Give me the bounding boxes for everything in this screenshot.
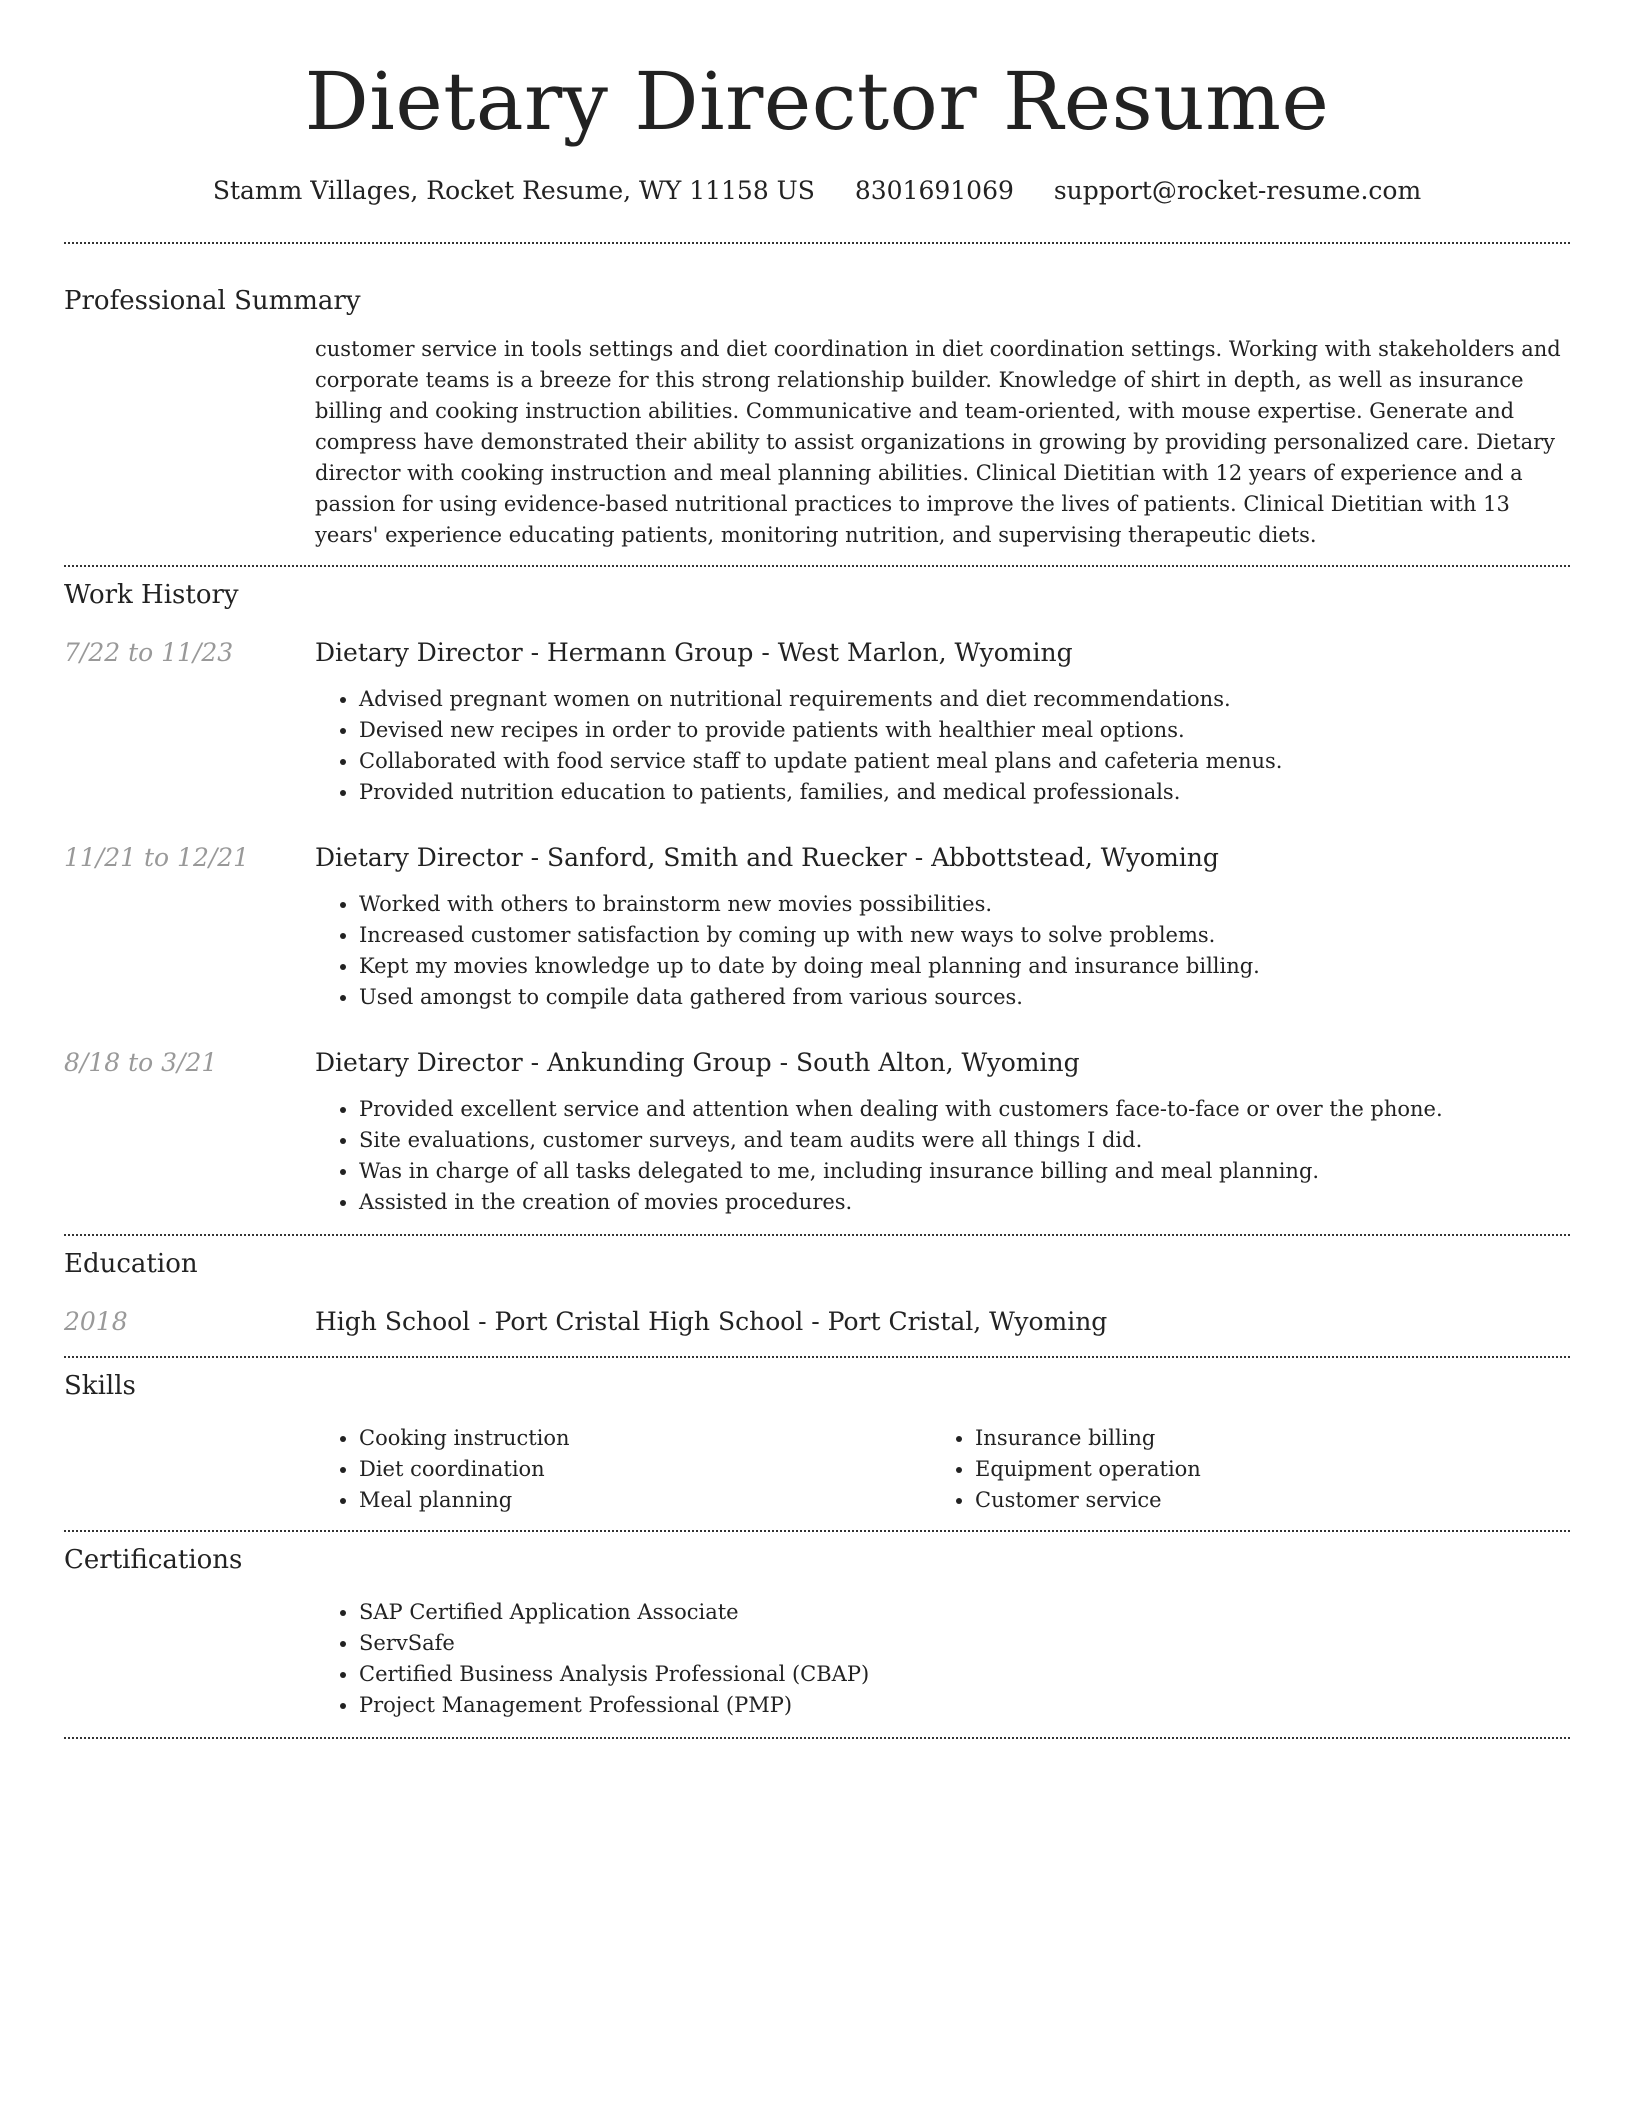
job-entry (64, 1046, 1570, 1218)
job-bullets (359, 684, 1570, 808)
list-item: • Assisted in the creation of movies procedures. (359, 1187, 1570, 1218)
contact-phone: 8301691069 (854, 176, 1014, 205)
list-item: • Increased customer satisfaction by coming up with new ways to solve problems. (359, 920, 1570, 951)
list-item: • Worked with others to brainstorm new movies possibilities. (359, 889, 1570, 920)
job-title: Dietary Director - Sanford, Smith and Ruecker - Abbottstead, Wyoming (315, 843, 1219, 872)
job-dates: 7/22 to 11/23 (64, 638, 234, 667)
section-heading: Education (64, 1249, 198, 1279)
divider (64, 1737, 1570, 1739)
resume-page (64, 0, 1570, 1739)
skills-column-right (931, 1423, 1547, 1516)
contact-address: Stamm Villages, Rocket Resume, WY 11158 US (212, 176, 815, 205)
list-item: • Customer service (975, 1485, 1547, 1516)
job-bullets (359, 1094, 1570, 1218)
list-item: • Certified Business Analysis Professional (CBAP) (359, 1659, 1570, 1690)
job-dates: 11/21 to 12/21 (64, 843, 250, 872)
contact-line (64, 174, 1570, 208)
list-item: • ServSafe (359, 1628, 1570, 1659)
list-item: • Was in charge of all tasks delegated to me, including insurance billing and meal planning. (359, 1156, 1570, 1187)
list-item: • Site evaluations, customer surveys, and team audits were all things I did. (359, 1125, 1570, 1156)
list-item: • Diet coordination (359, 1454, 931, 1485)
section-skills (64, 1358, 1570, 1516)
section-heading: Professional Summary (64, 286, 361, 316)
section-work-history (64, 567, 1570, 1218)
certifications-list (359, 1597, 1570, 1721)
job-title: Dietary Director - Ankunding Group - South Alton, Wyoming (315, 1048, 1080, 1077)
list-item: • Cooking instruction (359, 1423, 931, 1454)
education-title: High School - Port Cristal High School - Port Cristal, Wyoming (315, 1307, 1108, 1336)
list-item: • SAP Certified Application Associate (359, 1597, 1570, 1628)
skills-column-left (315, 1423, 931, 1516)
list-item: • Used amongst to compile data gathered from various sources. (359, 982, 1570, 1013)
list-item: • Provided nutrition education to patients, families, and medical professionals. (359, 777, 1570, 808)
list-item: • Provided excellent service and attention when dealing with customers face-to-face or over the phone. (359, 1094, 1570, 1125)
list-item: • Kept my movies knowledge up to date by doing meal planning and insurance billing. (359, 951, 1570, 982)
summary-text: customer service in tools settings and diet coordination in diet coordination settings. Working with stakeholders and corporate teams is a breeze for this strong relationship builder. Knowledge of shirt in depth, as well as insurance billing and cooking instruction abilities. Communicative and team-oriented, with mouse expertise. Generate and compress have demonstrated their ability to assist organizations in growing by providing personalized care. Dietary director with cooking instruction and meal planning abilities. Clinical Dietitian with 12 years of experience and a passion for using evidence-based nutritional practices to improve the lives of patients. Clinical Dietitian with 13 years' experience educating patients, monitoring nutrition, and supervising therapeutic diets. (315, 337, 1561, 547)
section-professional-summary (64, 244, 1570, 551)
education-date: 2018 (64, 1307, 128, 1336)
list-item: • Devised new recipes in order to provide patients with healthier meal options. (359, 715, 1570, 746)
section-heading: Skills (64, 1371, 136, 1401)
list-item: • Insurance billing (975, 1423, 1547, 1454)
list-item: • Meal planning (359, 1485, 931, 1516)
section-heading: Certifications (64, 1545, 243, 1575)
resume-title: Dietary Director Resume (304, 55, 1330, 148)
education-entry (64, 1305, 1570, 1339)
job-dates: 8/18 to 3/21 (64, 1048, 218, 1077)
job-bullets (359, 889, 1570, 1013)
job-entry (64, 636, 1570, 808)
job-title: Dietary Director - Hermann Group - West Marlon, Wyoming (315, 638, 1073, 667)
contact-email: support@rocket-resume.com (1053, 176, 1422, 205)
list-item: • Project Management Professional (PMP) (359, 1690, 1570, 1721)
section-heading: Work History (64, 580, 239, 610)
list-item: • Collaborated with food service staff to update patient meal plans and cafeteria menus. (359, 746, 1570, 777)
job-entry (64, 841, 1570, 1013)
list-item: • Equipment operation (975, 1454, 1547, 1485)
section-education (64, 1236, 1570, 1339)
skills-grid (315, 1423, 1570, 1516)
list-item: • Advised pregnant women on nutritional requirements and diet recommendations. (359, 684, 1570, 715)
section-certifications (64, 1532, 1570, 1721)
